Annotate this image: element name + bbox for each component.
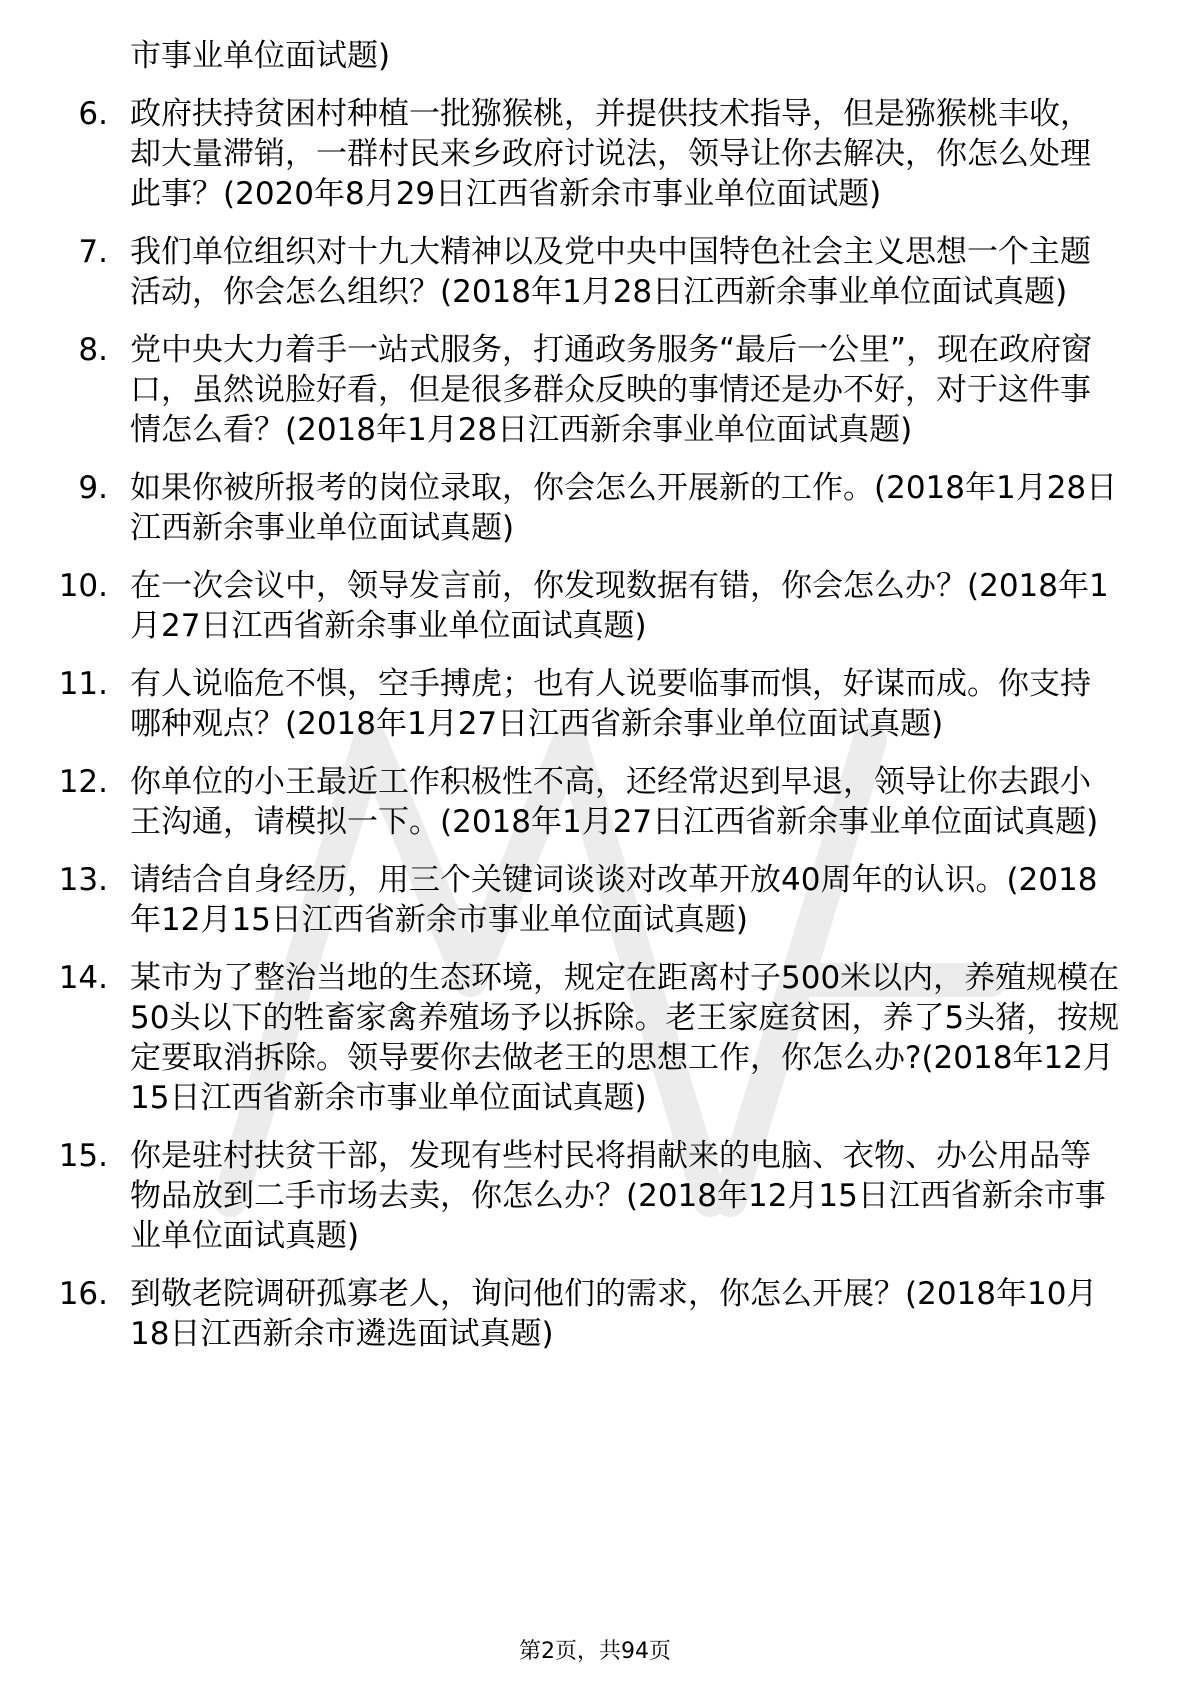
question-number: 14.: [58, 960, 108, 996]
question-text: 某市为了整治当地的生态环境，规定在距离村子500米以内，养殖规模在50头以下的牲畜家禽养殖场予以拆除。老王家庭贫困，养了5头猪，按规定要取消拆除。领导要你去做老王的思想工作，你怎么办?(2018年12月15日江西省新余市事业单位面试真题): [130, 960, 1120, 1116]
question-item: [0, 566, 1120, 646]
previous-question-continuation: 市事业单位面试题): [130, 38, 391, 74]
question-item: [0, 762, 1120, 842]
question-number: 15.: [58, 1138, 108, 1174]
question-item: [0, 330, 1120, 450]
question-item: [0, 1274, 1120, 1354]
question-number: 6.: [78, 96, 108, 132]
page-footer: 第2页，共94页: [519, 1639, 671, 1664]
question-item: [0, 860, 1120, 940]
question-list: [0, 94, 1190, 1354]
question-text: 在一次会议中，领导发言前，你发现数据有错，你会怎么办？(2018年1月27日江西省新余事业单位面试真题): [130, 568, 1109, 644]
question-number: 11.: [58, 666, 108, 702]
question-text: 请结合自身经历，用三个关键词谈谈对改革开放40周年的认识。(2018年12月15日江西省新余市事业单位面试真题): [130, 862, 1098, 938]
question-text: 党中央大力着手一站式服务，打通政务服务“最后一公里”，现在政府窗口，虽然说脸好看，但是很多群众反映的事情还是办不好，对于这件事情怎么看？(2018年1月28日江西新余事业单位面试真题): [130, 332, 1093, 448]
question-number: 13.: [58, 862, 108, 898]
question-item: [0, 958, 1120, 1118]
question-text: 有人说临危不惧，空手搏虎；也有人说要临事而惧，好谋而成。你支持哪种观点？(2018年1月27日江西省新余事业单位面试真题): [130, 666, 1091, 742]
question-text: 如果你被所报考的岗位录取，你会怎么开展新的工作。(2018年1月28日江西新余事业单位面试真题): [130, 470, 1118, 546]
question-number: 7.: [78, 234, 108, 270]
question-text: 我们单位组织对十九大精神以及党中央中国特色社会主义思想一个主题活动，你会怎么组织？(2018年1月28日江西新余事业单位面试真题): [130, 234, 1091, 310]
question-text: 你是驻村扶贫干部，发现有些村民将捐献来的电脑、衣物、办公用品等物品放到二手市场去卖，你怎么办？(2018年12月15日江西省新余市事业单位面试真题): [130, 1138, 1106, 1254]
question-item: [0, 468, 1120, 548]
question-text: 你单位的小王最近工作积极性不高，还经常迟到早退，领导让你去跟小王沟通，请模拟一下。(2018年1月27日江西省新余事业单位面试真题): [130, 764, 1099, 840]
question-number: 9.: [78, 470, 108, 506]
question-number: 8.: [78, 332, 108, 368]
question-item: [0, 94, 1120, 214]
question-item: [0, 1136, 1120, 1256]
question-text: 到敬老院调研孤寡老人，询问他们的需求，你怎么开展？(2018年10月18日江西新余市遴选面试真题): [130, 1276, 1098, 1352]
document-content: [0, 36, 1190, 1372]
question-item: [0, 664, 1120, 744]
question-number: 12.: [58, 764, 108, 800]
question-number: 10.: [58, 568, 108, 604]
question-number: 16.: [58, 1276, 108, 1312]
question-item: [0, 232, 1120, 312]
question-text: 政府扶持贫困村种植一批猕猴桃，并提供技术指导，但是猕猴桃丰收，却大量滞销，一群村民来乡政府讨说法，领导让你去解决，你怎么处理此事？(2020年8月29日江西省新余市事业单位面试题): [130, 96, 1091, 212]
